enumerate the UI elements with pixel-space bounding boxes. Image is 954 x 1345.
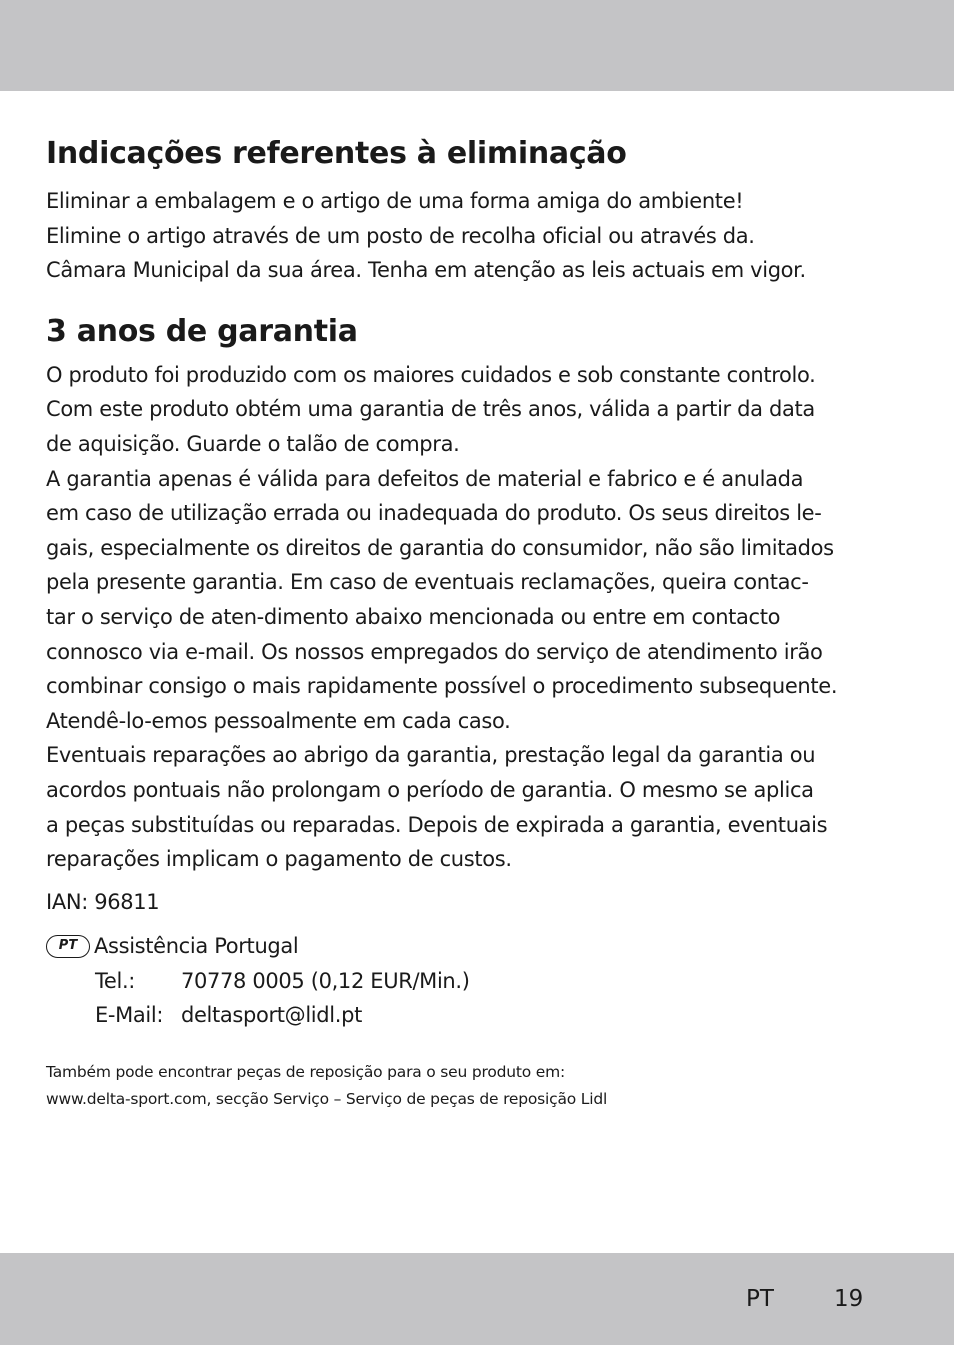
warranty-line: gais, especialmente os direitos de garantia do consumidor, não são limitados [46, 535, 834, 560]
phone-label: Tel.: [95, 968, 136, 993]
spare-parts-note [46, 1059, 926, 1113]
disposal-line: Elimine o artigo através de um posto de recolha oficial ou através da. [46, 223, 755, 248]
warranty-line: tar o serviço de aten-dimento abaixo mencionada ou entre em contacto [46, 604, 781, 629]
warranty-heading: 3 anos de garantia [46, 313, 358, 349]
warranty-line: Com este produto obtém uma garantia de três anos, válida a partir da data [46, 397, 815, 422]
contact-header [46, 929, 926, 964]
disposal-heading: Indicações referentes à eliminação [46, 136, 627, 171]
footer-band [0, 1253, 954, 1345]
contact-phone-row [46, 964, 926, 999]
footer-page-number: 19 [834, 1286, 864, 1312]
disposal-line: Eliminar a embalagem e o artigo de uma forma amiga do ambiente! [46, 189, 744, 213]
footer-language-code: PT [746, 1286, 774, 1312]
warranty-line: Atendê-lo-emos pessoalmente em cada caso. [46, 708, 511, 733]
service-contact [46, 929, 926, 1033]
email-value: deltasport@lidl.pt [181, 1003, 362, 1028]
warranty-line: connosco via e-mail. Os nossos empregados do serviço de atendimento irão [46, 639, 823, 664]
header-band [0, 0, 954, 91]
warranty-line: O produto foi produzido com os maiores cuidados e sob constante controlo. [46, 362, 816, 387]
email-label: E-Mail: [95, 1003, 164, 1028]
spare-parts-url-line: www.delta-sport.com, secção Serviço – Serviço de peças de reposição Lidl [46, 1090, 608, 1109]
warranty-line: de aquisição. Guarde o talão de compra. [46, 431, 460, 456]
contact-name: Assistência Portugal [94, 934, 299, 959]
warranty-paragraph [46, 358, 926, 877]
warranty-line: acordos pontuais não prolongam o período de garantia. O mesmo se aplica [46, 777, 814, 802]
warranty-line: A garantia apenas é válida para defeitos de material e fabrico e é anulada [46, 466, 804, 491]
contact-email-row [46, 998, 926, 1033]
warranty-line: pela presente garantia. Em caso de eventuais reclamações, queira contac- [46, 570, 809, 595]
warranty-line: a peças substituídas ou reparadas. Depois de expirada a garantia, eventuais [46, 812, 828, 837]
disposal-line: Câmara Municipal da sua área. Tenha em atenção as leis actuais em vigor. [46, 258, 806, 283]
spare-parts-line: Também pode encontrar peças de reposição para o seu produto em: [46, 1063, 566, 1082]
warranty-line: combinar consigo o mais rapidamente possível o procedimento subsequente. [46, 674, 838, 699]
ian-number: IAN: 96811 [46, 889, 160, 914]
warranty-line: Eventuais reparações ao abrigo da garantia, prestação legal da garantia ou [46, 743, 816, 768]
warranty-line: em caso de utilização errada ou inadequada do produto. Os seus direitos le- [46, 501, 822, 526]
page-content [46, 132, 926, 1113]
disposal-paragraph [46, 184, 926, 288]
country-badge-icon: PT [46, 935, 90, 958]
warranty-line: reparações implicam o pagamento de custos. [46, 847, 512, 872]
phone-value: 70778 0005 (0,12 EUR/Min.) [181, 968, 470, 993]
